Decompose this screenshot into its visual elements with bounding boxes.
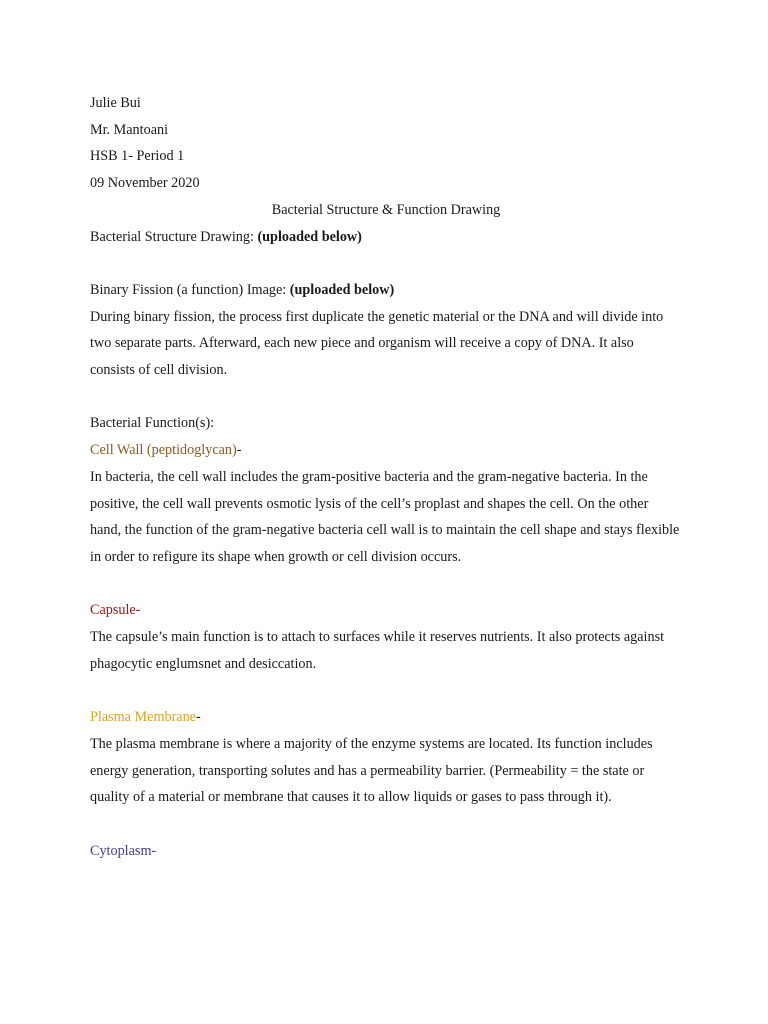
document-date: 09 November 2020 — [90, 175, 200, 192]
capsule-dash: - — [135, 602, 141, 619]
spacer — [90, 811, 682, 838]
functions-heading: Bacterial Function(s): — [90, 415, 215, 432]
spacer — [90, 571, 682, 598]
structure-drawing-line — [90, 224, 682, 251]
structure-drawing-label: Bacterial Structure Drawing: — [90, 228, 258, 245]
course-period: HSB 1- Period 1 — [90, 148, 185, 165]
cell-wall-paragraph: In bacteria, the cell wall includes the gram-positive bacteria and the gram-negative bacteria. In the positive, the cell wall prevents osmotic lysis of the cell’s proplast and shapes the cell. On the other hand, the function of the gram-negative bacteria cell wall is to maintain the cell shape and stays flexible in order to refigure its shape when growth or cell division occurs. — [90, 468, 680, 565]
binary-fission-paragraph: During binary fission, the process first duplicate the genetic material or the DNA and will divide into two separate parts. Afterward, each new piece and organism will receive a copy of DNA. It also consists of cell division. — [90, 308, 664, 379]
document-page — [90, 90, 682, 864]
document-title: Bacterial Structure & Function Drawing — [271, 201, 501, 218]
plasma-membrane-dash: - — [195, 709, 201, 726]
plasma-membrane-heading: Plasma Membrane — [90, 709, 196, 726]
capsule-heading-line — [90, 597, 682, 624]
capsule-paragraph: The capsule’s main function is to attach to surfaces while it reserves nutrients. It also protects against phagocytic englumsnet and desiccation. — [90, 629, 665, 672]
teacher-name: Mr. Mantoani — [90, 121, 169, 138]
structure-drawing-note: (uploaded below) — [257, 228, 362, 245]
plasma-membrane-paragraph: The plasma membrane is where a majority of the enzyme systems are located. Its function includes energy generation, transporting solutes and has a permeability barrier. (Permeability = the state or quality of a material or membrane that causes it to allow liquids or gases to pass through it). — [90, 735, 653, 806]
cell-wall-heading: Cell Wall (peptidoglycan) — [90, 442, 237, 459]
cytoplasm-heading: Cytoplasm — [90, 842, 152, 859]
binary-fission-note: (uploaded below) — [289, 281, 395, 298]
plasma-membrane-heading-line — [90, 704, 682, 731]
spacer — [90, 250, 682, 277]
spacer — [90, 384, 682, 411]
spacer — [90, 677, 682, 704]
cell-wall-heading-line — [90, 437, 682, 464]
capsule-heading: Capsule — [90, 602, 136, 619]
binary-fission-label: Binary Fission (a function) Image: — [90, 281, 290, 298]
binary-fission-line — [90, 277, 682, 304]
cytoplasm-heading-line — [90, 838, 682, 865]
cell-wall-dash: - — [236, 442, 242, 459]
cytoplasm-dash: - — [151, 842, 157, 859]
student-name: Julie Bui — [90, 95, 141, 111]
